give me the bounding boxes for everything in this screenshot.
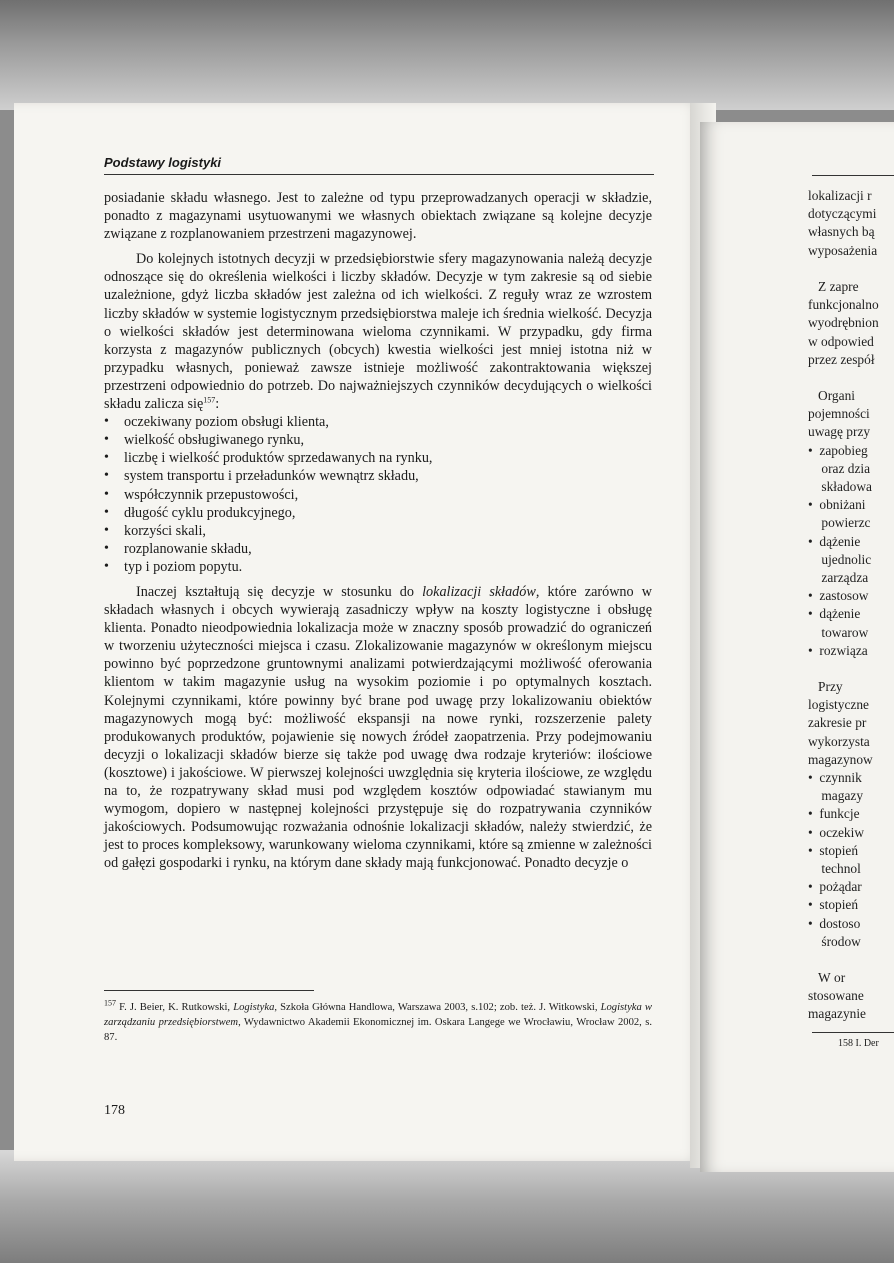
right-page-line: zarządza (808, 569, 869, 585)
right-page-line: • dążenie (808, 606, 861, 622)
right-footnote: 158 I. Der (838, 1038, 879, 1049)
list-item: • oczekiwany poziom obsługi klienta, (104, 413, 652, 431)
factor-list (104, 413, 652, 576)
footnote-title-2: Logistyka w zarządzaniu przedsiębiorstwem (104, 1002, 652, 1028)
right-page-line: zakresie pr (808, 715, 867, 731)
right-page-line: pojemności (808, 406, 870, 422)
list-item: • korzyści skali, (104, 522, 652, 540)
right-page-line: wyodrębnion (808, 315, 879, 331)
list-item: • typ i poziom popytu. (104, 558, 652, 576)
right-page-line: ujednolic (808, 551, 872, 567)
right-page-line: technol (808, 860, 861, 876)
header-rule (104, 174, 654, 175)
paragraph-2-text: Do kolejnych istotnych decyzji w przedsiębiorstwie sfery magazynowania należą decyzje odnoszące się do określenia wielkości i liczby składów. Decyzje w tym zakresie są od siebie uzależnione, gdyż liczba składów jest zależna od ich wielkości. Z reguły wraz ze wzrostem liczby składów w systemie logistycznym przedsiębiorstwa maleje ich średnia wielkość. Decyzja o wielkości składów jest determinowana wieloma czynnikami. W przypadku, gdy firma korzysta z magazynów publicznych (obcych) kwestia wielkości jest mniej istotna niż w przypadku własnych, ponieważ zawsze istnieje możliwość zakontraktowania większej przestrzeni odpowiednio do potrzeb. Do najważniejszych czynników decydujących o wielkości składu zalicza się (104, 251, 652, 413)
footnote-157 (104, 1000, 652, 1045)
right-page-line: • stopień (808, 842, 859, 858)
footnote-text-2: , Szkoła Główna Handlowa, Warszawa 2003, s.102; zob. też. J. Witkowski, (274, 1002, 601, 1013)
right-page-line (808, 369, 894, 387)
footnote-text-3: , Wydawnictwo Akademii Ekonomicznej im. Oskara Langege we Wrocławiu, Wrocław 2002, s. 87. (104, 1017, 652, 1043)
footnote-ref-157: 157 (203, 395, 216, 405)
right-page-line: • czynnik (808, 770, 862, 785)
right-page-line: lokalizacji r (808, 188, 872, 203)
right-page-line: oraz dzia (808, 460, 871, 476)
right-page-line: • stopień (808, 897, 859, 913)
right-page-line: • rozwiąza (808, 642, 868, 658)
right-page-line (808, 260, 894, 278)
right-page-line: Przy (808, 679, 843, 695)
right-page-line: W or (808, 970, 846, 986)
running-head: Podstawy logistyki (104, 155, 222, 170)
right-page-line: • oczekiw (808, 824, 864, 840)
right-page-line: towarow (808, 624, 869, 640)
right-page-line: Z zapre (808, 278, 859, 294)
right-page-line: uwagę przy (808, 424, 871, 440)
right-page-line: magazy (808, 788, 864, 804)
right-page-line: • zastosow (808, 588, 869, 604)
paragraph-1: posiadanie składu własnego. Jest to zależne od typu przeprowadzanych operacji w składzie, ponadto z magazynami usytuowanymi we własnych obiektach związane są kolejne decyzje związane z rozplanowaniem przestrzeni magazynowej. (104, 190, 652, 243)
paragraph-3 (104, 583, 652, 873)
right-page-line: składowa (808, 479, 872, 494)
list-item: • długość cyklu produkcyjnego, (104, 504, 652, 522)
right-page-line: środow (808, 933, 861, 949)
page-body (104, 189, 652, 872)
scan-background-top (0, 0, 894, 110)
right-page-line: magazynie (808, 1006, 866, 1022)
list-item: • rozplanowanie składu, (104, 540, 652, 558)
paragraph-2-end: : (215, 396, 220, 413)
right-page-line: • zapobieg (808, 442, 868, 458)
list-item: • współczynnik przepustowości, (104, 486, 652, 504)
right-page-line: własnych bą (808, 224, 875, 240)
right-header-rule (812, 175, 894, 176)
right-page-line: powierzc (808, 515, 871, 531)
paragraph-3-start: Inaczej kształtują się decyzje w stosunku do (136, 583, 423, 600)
right-footnote-rule (812, 1032, 894, 1033)
footnote-text-1: F. J. Beier, K. Rutkowski, (116, 1002, 234, 1013)
paragraph-3-term: lokalizacji składów (422, 583, 536, 600)
list-item: • liczbę i wielkość produktów sprzedawanych na rynku, (104, 449, 652, 467)
right-page-line: • dążenie (808, 533, 861, 549)
right-page-line: w odpowied (808, 333, 874, 349)
footnote-number: 157 (104, 998, 116, 1008)
list-item: • system transportu i przeładunków wewnątrz składu, (104, 467, 652, 485)
right-page-line (808, 660, 894, 678)
right-page-line: • funkcje (808, 806, 860, 822)
right-page-line: wyposażenia (808, 242, 878, 258)
right-page-line: funkcjonalno (808, 297, 879, 313)
right-page-line: • dostoso (808, 915, 861, 931)
right-page-line (808, 951, 894, 969)
footnote-rule (104, 990, 314, 991)
right-page-line: logistyczne (808, 697, 869, 713)
paragraph-2 (104, 250, 652, 413)
right-page-line: stosowane (808, 988, 864, 1004)
list-item: • wielkość obsługiwanego rynku, (104, 431, 652, 449)
right-page-line: • obniżani (808, 497, 866, 513)
right-page-line: przez zespół (808, 351, 875, 367)
right-page-line: Organi (808, 388, 855, 404)
right-page-text (808, 187, 894, 1024)
right-page-line: magazynow (808, 751, 873, 767)
right-page-line: dotyczącymi (808, 206, 877, 222)
page-number: 178 (104, 1103, 125, 1118)
paragraph-3-rest: , które zarówno w składach własnych i obcych wywierają zasadniczy wpływ na koszty logistyczne i obsługę klienta. Ponadto nieodpowiednia lokalizacja może w znaczny sposób prowadzić do ograniczeń w tworzeniu użyteczności miejsca i czasu. Zlokalizowanie magazynów w określonym miejscu powinno być poprzedzone gruntownymi analizami potwierdzającymi możliwość oferowania klientom w takim magazynie usług na wysokim poziomie i po optymalnych kosztach. Kolejnymi czynnikami, które powinny być brane pod uwagę przy lokalizowaniu obiektów magazynowych mogą być: możliwość ekspansji na nowe rynki, rozszerzenie palety produkowanych produktów, pojawienie się nowych źródeł zaopatrzenia. Przy podejmowaniu decyzji o lokalizacji składów bierze się także pod uwagę dwa rodzaje kryteriów: ilościowe (kosztowe) i jakościowe. W pierwszej kolejności uwzględnia się kryteria ilościowe, ze względu na to, że rozpatrywany skład musi pod względem kosztów odpowiadać stawianym mu wymogom, dopiero w następnej kolejności przystępuje się do rozpatrywania czynników jakościowych. Podsumowując rozważania odnośnie lokalizacji składów, należy stwierdzić, że jest to proces kompleksowy, warunkowany wieloma czynnikami, które są zmienne w zależności od gałęzi gospodarki i rynku, na którym dane składy mają funkcjonować. Ponadto decyzje o (104, 583, 652, 872)
right-page-line: wykorzysta (808, 733, 870, 749)
footnote-title-1: Logistyka (233, 1002, 275, 1013)
right-page-line: • pożądar (808, 879, 862, 895)
